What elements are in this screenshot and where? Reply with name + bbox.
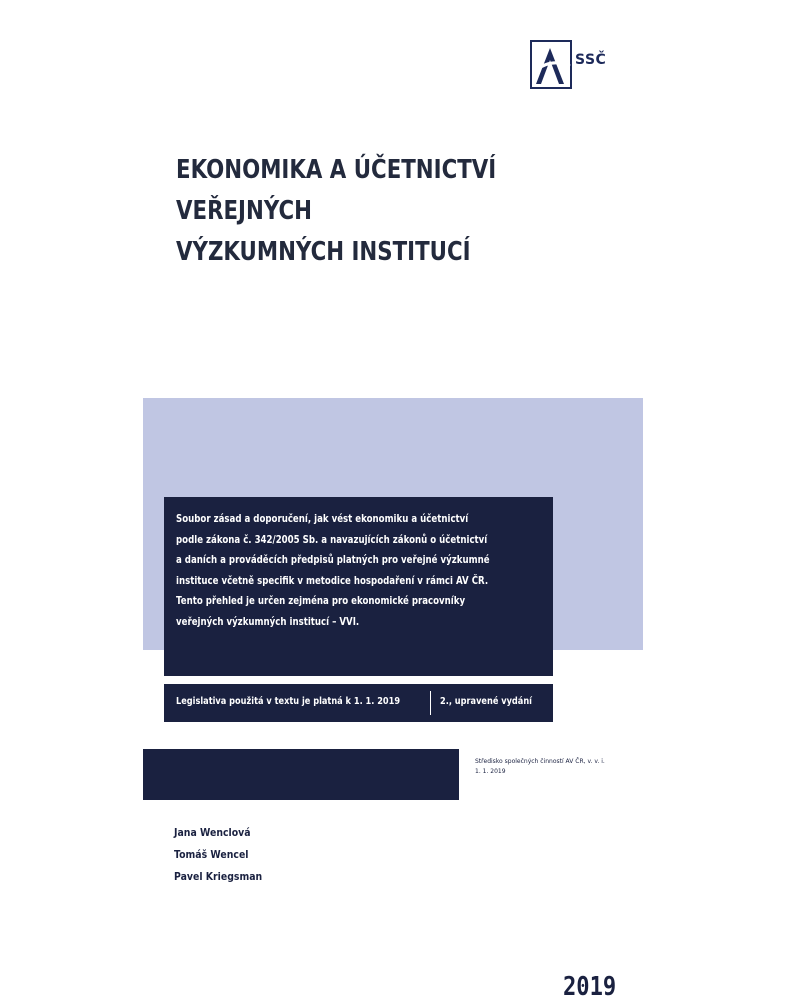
- publication-year: 2019: [563, 972, 617, 1002]
- book-title: [176, 150, 537, 273]
- description-box: [164, 497, 553, 676]
- description-text: [176, 509, 529, 632]
- publisher-date: 1. 1. 2019: [475, 768, 506, 775]
- author-name: Jana Wenclová: [174, 826, 251, 839]
- logo-text: SSČ: [575, 52, 607, 68]
- author-name: Pavel Kriegsman: [174, 870, 263, 883]
- description-line: veřejných výzkumných institucí – VVI.: [176, 615, 360, 628]
- description-line: Soubor zásad a doporučení, jak vést ekonomiku a účetnictví: [176, 513, 469, 525]
- ssc-logo: [530, 40, 622, 90]
- publisher-info: [475, 757, 605, 777]
- description-line: instituce včetně specifik v metodice hospodaření v rámci AV ČR.: [176, 574, 489, 587]
- author-name: Tomáš Wencel: [174, 848, 249, 861]
- title-line-1: EKONOMIKA A ÚČETNICTVÍ: [176, 155, 497, 185]
- legislation-note: Legislativa použitá v textu je platná k 1. 1. 2019: [176, 696, 401, 707]
- description-line: podle zákona č. 342/2005 Sb. a navazujících zákonů o účetnictví: [176, 533, 488, 546]
- description-line: a daních a prováděcích předpisů platných pro veřejné výzkumné: [176, 554, 490, 566]
- author-list: [174, 822, 262, 888]
- legislation-box: [164, 684, 553, 722]
- edition-note: 2., upravené vydání: [440, 696, 532, 707]
- title-line-2: VEŘEJNÝCH: [176, 196, 312, 226]
- description-line: Tento přehled je určen zejména pro ekonomické pracovníky: [176, 595, 466, 607]
- title-line-3: VÝZKUMNÝCH INSTITUCÍ: [176, 237, 471, 267]
- footer-divider: [430, 691, 431, 715]
- bottom-color-bar: [143, 749, 459, 800]
- book-cover: [143, 0, 643, 1002]
- publisher-name: Středisko společných činností AV ČR, v. v. i.: [475, 758, 605, 765]
